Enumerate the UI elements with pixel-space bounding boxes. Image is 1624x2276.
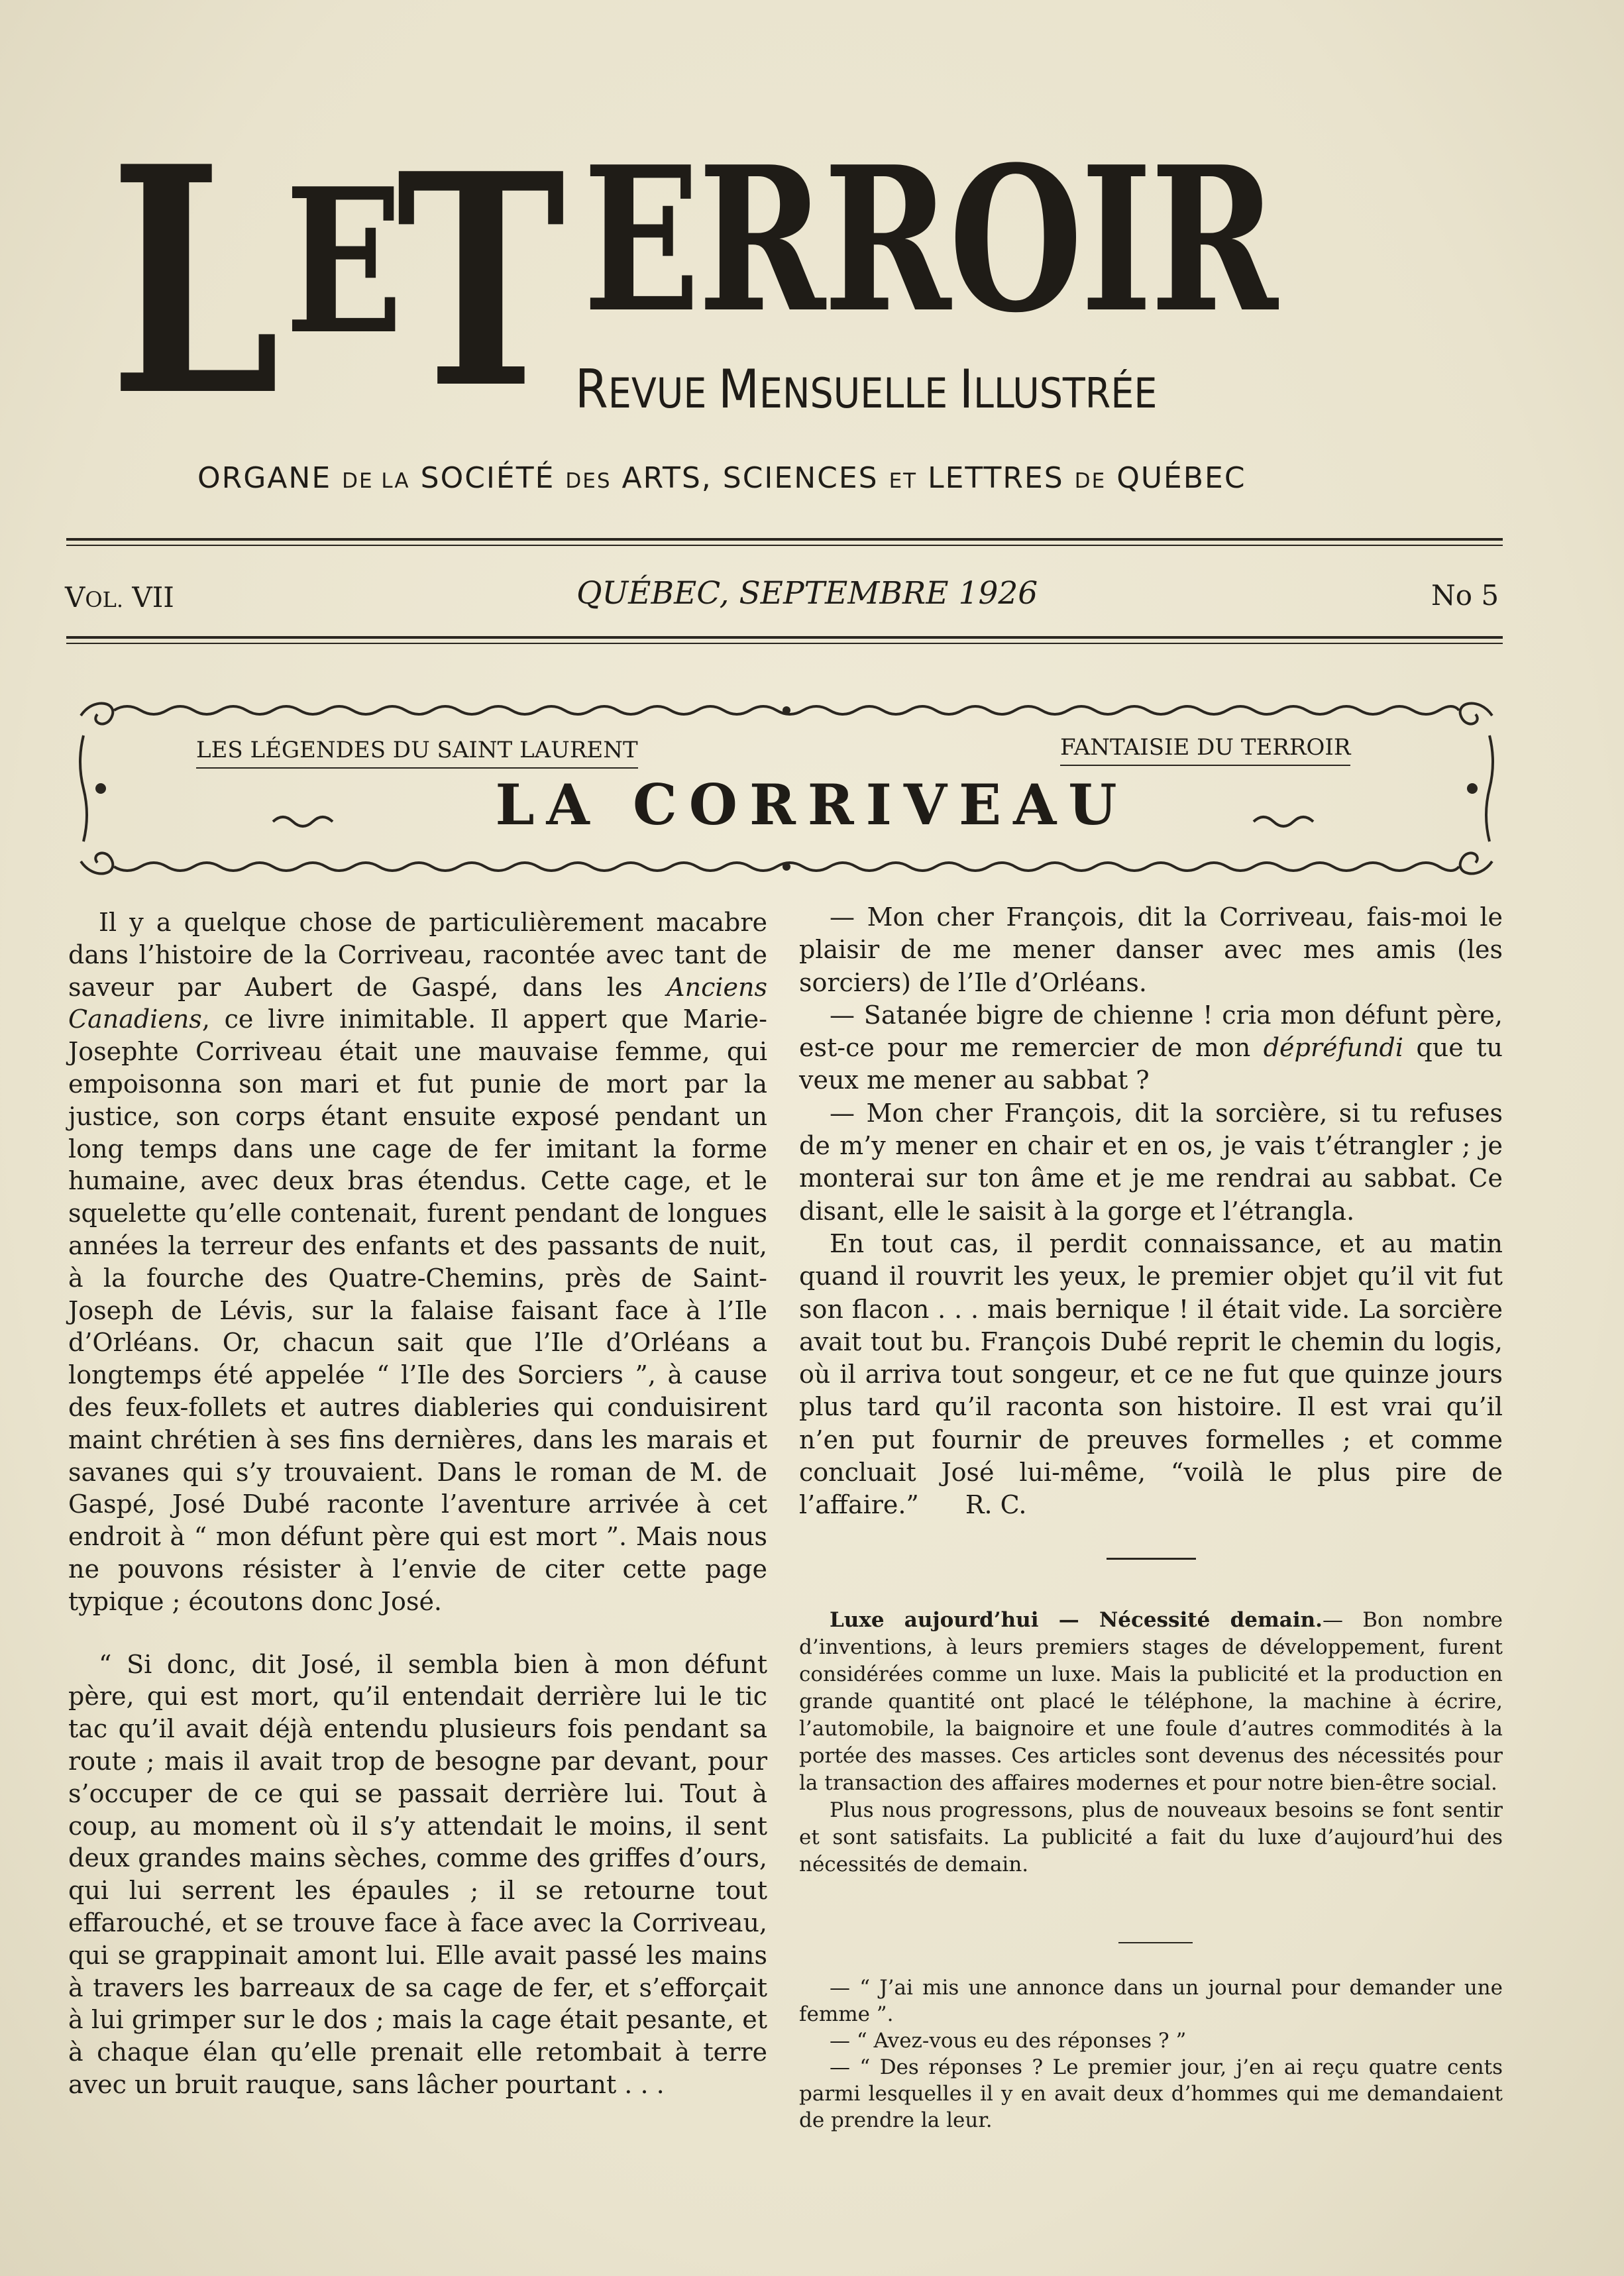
vol-number: VII xyxy=(132,581,174,614)
subtitle-part: ENSUELLE xyxy=(759,369,959,417)
joke-line-3: — “ Des réponses ? Le premier jour, j’en ai reçu quatre cents parmi lesquelles il y en avait deux d’hommes qui me demandaient de prendre la leur. xyxy=(799,2055,1503,2132)
organ-part: DE LA xyxy=(342,469,410,493)
organ-part: DES xyxy=(565,469,612,493)
organ-part: QUÉBEC xyxy=(1116,461,1246,495)
signature: R. C. xyxy=(965,1490,1027,1520)
dateline: QUÉBEC, SEPTEMBRE 1926 xyxy=(576,575,1038,612)
series-label: LES LÉGENDES DU SAINT LAURENT xyxy=(196,737,638,769)
organ-part: ET xyxy=(889,469,918,493)
luxe-paragraph-2: Plus nous progressons, plus de nouveaux besoins se font sentir et sont satisfaits. La publicité a fait du luxe d’aujourd’hui des nécessités de demain. xyxy=(799,1798,1503,1876)
organ-part: DE xyxy=(1074,469,1107,493)
text-span: — Bon nombre d’inventions, à leurs premiers stages de développement, furent considérées comme un luxe. Mais la publicité et la production en grande quantité ont placé le téléphone, la machine à écrire, l’automobile, la baignoire et une foule d’autres commodités à la portée des masses. Ces articles sont devenus des nécessités pour la transaction des affaires modernes et pour notre bien-être social. xyxy=(799,1608,1503,1795)
right-paragraph-4 xyxy=(799,1228,1503,1522)
issue-number: No 5 xyxy=(1431,579,1499,612)
text-span: Il y a quelque chose de particulièrement macabre dans l’histoire de la Corriveau, racontée avec tant de saveur par Aubert de Gaspé, dans les xyxy=(68,908,767,1002)
left-column xyxy=(68,906,767,2101)
right-column xyxy=(799,901,1503,1522)
masthead-letter-e: E xyxy=(285,144,404,378)
organ-part: LETTRES xyxy=(928,461,1064,495)
right-paragraph-2 xyxy=(799,999,1503,1097)
section-divider-2 xyxy=(1118,1942,1193,1943)
book-title: Anciens Canadiens xyxy=(68,972,767,1034)
text-span: , ce livre inimitable. Il appert que Marie-Josephte Corriveau était une mauvaise femme, qui empoisonna son mari et fut punie de mort par la justice, son corps étant ensuite exposé pendant un long temps dans une cage de fer imitant la forme humaine, avec deux bras étendus. Cette cage, et le squelette qu’elle contenait, furent pendant de longues années la terreur des enfants et des passants de nuit, à la fourche des Quatre-Chemins, près de Saint-Joseph de Lévis, sur la falaise faisant face à l’Ile d’Orléans. Or, chacun sait que l’Ile d’Orléans a longtemps été appelée “ l’Ile des Sorciers ”, à cause des feux-follets et autres diableries qui conduisirent maint chrétien à ses fins dernières, dans les marais et savanes qui s’y trouvaient. Dans le roman de M. de Gaspé, José Dubé raconte l’aventure arrivée à cet endroit à “ mon défunt père qui est mort ”. Mais nous ne pouvons résister à l’envie de citer cette page typique ; écoutons donc José. xyxy=(68,1004,767,1616)
subtitle-part: LLUSTRÉE xyxy=(973,369,1158,417)
article-title: LA CORRIVEAU xyxy=(495,772,1129,838)
paragraph-gap xyxy=(68,1618,767,1649)
vol-prefix-small: OL. xyxy=(85,587,123,612)
organ-part: ORGANE xyxy=(197,461,332,495)
right-paragraph-3: — Mon cher François, dit la sorcière, si tu refuses de m’y mener en chair et en os, je vais t’étrangler ; je monterai sur ton âme et je me rendrai au sabbat. Ce disant, elle le saisit à la gorge et l’étrangla. xyxy=(799,1098,1503,1226)
subtitle-part: M xyxy=(718,358,759,420)
subtitle-part: I xyxy=(959,358,974,420)
left-paragraph-2: “ Si donc, dit José, il sembla bien à mon défunt père, qui est mort, qu’il entendait derrière lui le tic tac qu’il avait déjà entendu plusieurs fois pendant sa route ; mais il avait trop de besogne par devant, pour s’occuper de ce qui se passait derrière lui. Tout à coup, au moment où il s’y attendait le moins, il sent deux grandes mains sèches, comme des griffes d’ours, qui lui serrent les épaules ; il se retourne tout effarouché, et se trouve face à face avec la Corriveau, qui se grappinait amont lui. Elle avait passé les mains à travers les barreaux de sa cage de fer, et s’efforçait à lui grimper sur le dos ; mais la cage était pesante, et à chaque élan qu’elle prenait elle retombait à terre avec un bruit rauque, sans lâcher pourtant . . . xyxy=(68,1649,767,2099)
left-paragraph-1 xyxy=(68,906,767,1618)
text-span: En tout cas, il perdit connaissance, et au matin quand il rouvrit les yeux, le premier objet qu’il vit fut son flacon . . . mais bernique ! il était vide. La sorcière avait tout bu. François Dubé reprit le chemin du logis, où il arriva tout songeur, et ce ne fut que quinze jours plus tard qu’il raconta son histoire. Il est vrai qu’il n’en put fournir de preuves formelles ; et comme concluait José lui-même, “voilà le plus pire de l’affaire.” xyxy=(799,1228,1503,1520)
subtitle-part: EVUE xyxy=(608,369,719,417)
right-paragraph-1: — Mon cher François, dit la Corriveau, fais-moi le plaisir de me mener danser avec mes amis (les sorciers) de l’Ile d’Orléans. xyxy=(799,902,1503,997)
masthead-subtitle xyxy=(575,358,1158,420)
bottom-double-rule xyxy=(66,636,1503,644)
organ-part: SOCIÉTÉ xyxy=(420,461,555,495)
genre-label: FANTAISIE DU TERROIR xyxy=(1060,734,1350,766)
text-span: que tu veux me mener au sabbat ? xyxy=(799,1033,1503,1095)
italic-word: dépréfundi xyxy=(1263,1033,1403,1063)
volume-label xyxy=(65,581,174,614)
masthead-letter-l: L xyxy=(109,99,275,464)
joke xyxy=(799,1975,1503,2134)
vol-prefix: V xyxy=(65,581,85,614)
masthead-letter-t: T xyxy=(396,110,566,453)
luxe-heading: Luxe aujourd’hui — Nécessité demain. xyxy=(830,1608,1323,1632)
luxe-paragraph-1 xyxy=(799,1607,1503,1797)
masthead-word-erroir: ERROIR xyxy=(583,123,1276,356)
subtitle-part: R xyxy=(575,358,608,420)
text-span: — Satanée bigre de chienne ! cria mon défunt père, est-ce pour me remercier de mon xyxy=(799,1000,1503,1063)
joke-line-2: — “ Avez-vous eu des réponses ? ” xyxy=(830,2029,1187,2053)
section-divider xyxy=(1107,1558,1196,1560)
luxe-article xyxy=(799,1607,1503,1878)
top-double-rule xyxy=(66,538,1503,546)
organ-part: ARTS, SCIENCES xyxy=(622,461,879,495)
organ-line xyxy=(197,461,1370,495)
joke-line-1: — “ J’ai mis une annonce dans un journal pour demander une femme ”. xyxy=(799,1976,1503,2026)
